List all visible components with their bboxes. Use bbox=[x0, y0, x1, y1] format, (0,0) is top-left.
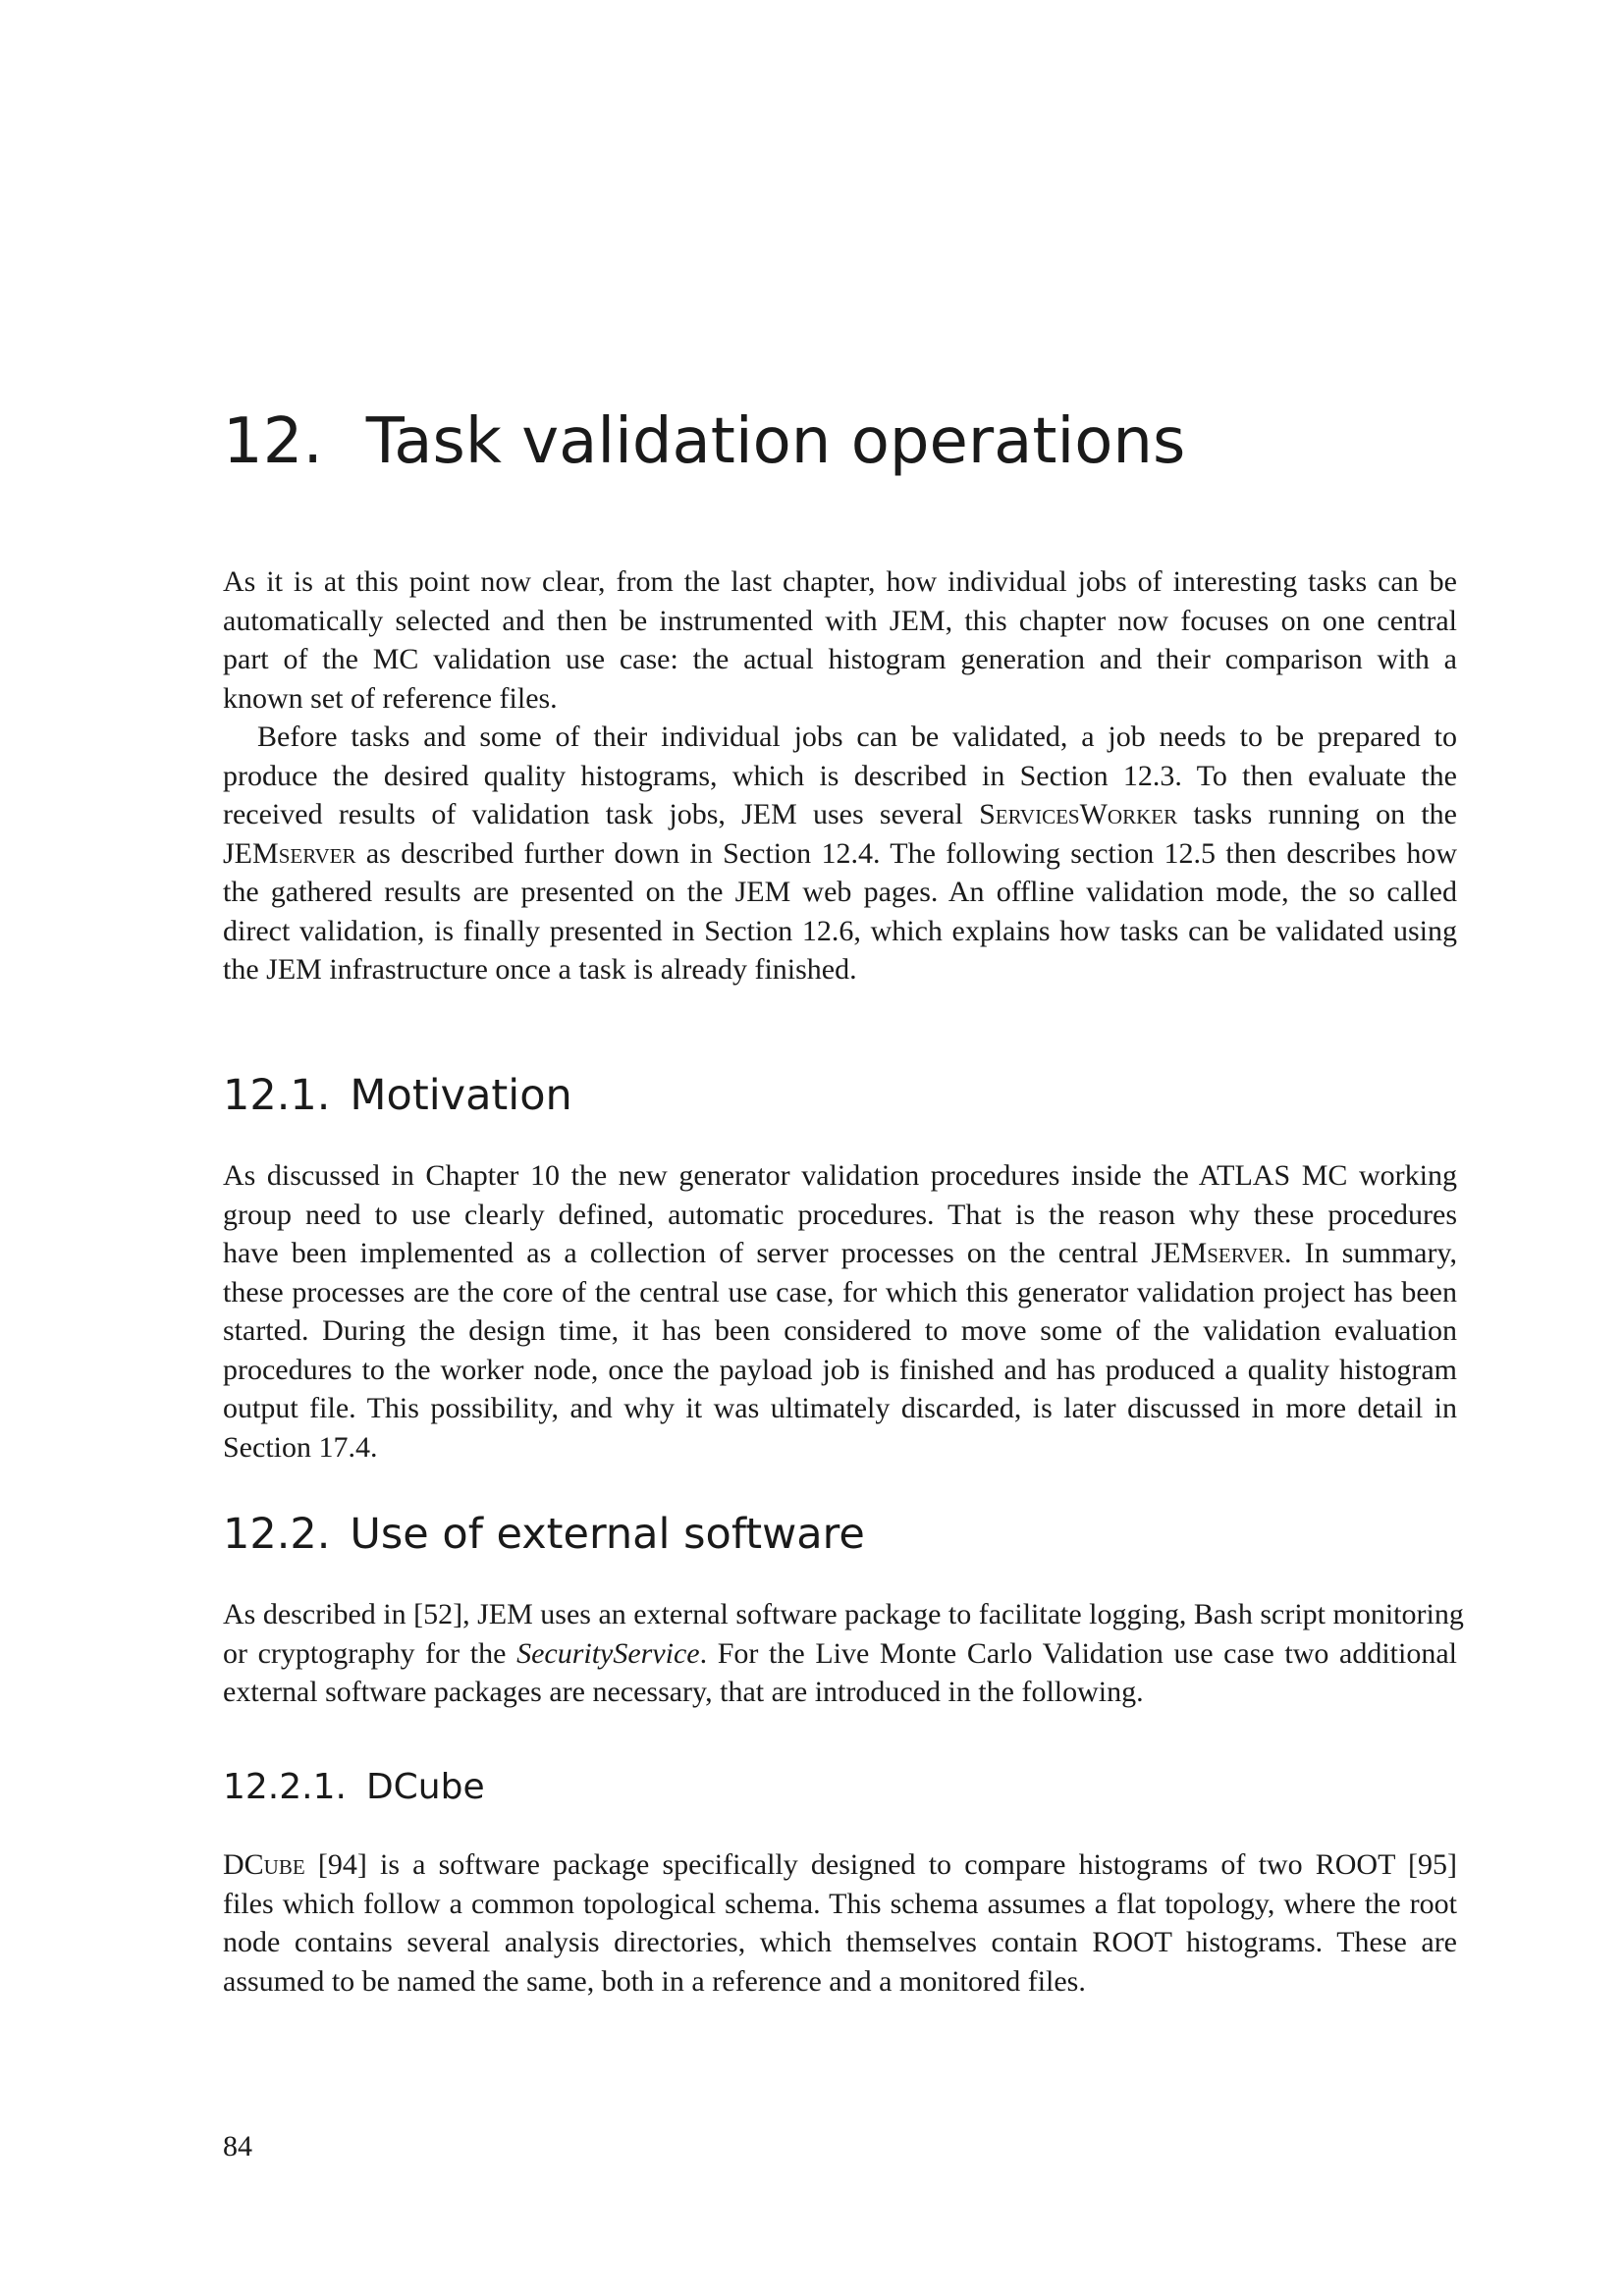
text-line: group need to use clearly defined, automatic procedures. That is the reason why these procedures bbox=[223, 1198, 1457, 1231]
intro-paragraph-2 bbox=[223, 718, 1457, 989]
text-line: Before tasks and some of their individual jobs can be validated, a job needs to be prepared to bbox=[257, 721, 1457, 753]
section-heading-external-software bbox=[223, 1510, 865, 1559]
page-number: 84 bbox=[223, 2130, 252, 2163]
chapter-number: 12. bbox=[223, 405, 323, 478]
text-line: As it is at this point now clear, from the last chapter, how individual jobs of interesting tasks can be bbox=[223, 565, 1457, 598]
text-line: JEMserver as described further down in Section 12.4. The following section 12.5 then describes how bbox=[223, 836, 1457, 870]
text-line: known set of reference files. bbox=[223, 681, 558, 715]
section-number: 12.2. bbox=[223, 1510, 331, 1559]
text-line: procedures to the worker node, once the payload job is finished and has produced a quality histogram bbox=[223, 1353, 1457, 1386]
subsection-title: DCube bbox=[365, 1767, 485, 1807]
text-line: assumed to be named the same, both in a reference and a monitored files. bbox=[223, 1964, 1086, 1998]
jemserver-name: server bbox=[278, 836, 356, 870]
dcube-paragraph bbox=[223, 1845, 1457, 2001]
text-line: As described in [52], JEM uses an external software package to facilitate logging, Bash script monitoring bbox=[223, 1598, 1464, 1630]
chapter-title bbox=[223, 405, 1186, 478]
text-line: node contains several analysis directories, which themselves contain ROOT histograms. These are bbox=[223, 1926, 1457, 1958]
subsection-heading-dcube bbox=[223, 1767, 485, 1807]
chapter-title-text: Task validation operations bbox=[365, 405, 1186, 478]
section-title: Motivation bbox=[350, 1071, 572, 1120]
external-software-paragraph bbox=[223, 1595, 1464, 1712]
text-line: produce the desired quality histograms, which is described in Section 12.3. To then evaluate the bbox=[223, 759, 1457, 792]
section-heading-motivation bbox=[223, 1071, 572, 1120]
services-worker-name: ServicesWorker bbox=[979, 798, 1178, 830]
text-line: automatically selected and then be instrumented with JEM, this chapter now focuses on one central bbox=[223, 604, 1457, 637]
text-line: files which follow a common topological schema. This schema assumes a flat topology, where the root bbox=[223, 1887, 1457, 1920]
text-line: the JEM infrastructure once a task is already finished. bbox=[223, 953, 857, 986]
text-line: DCube [94] is a software package specifically designed to compare histograms of two ROOT [95] bbox=[223, 1848, 1457, 1881]
text-line: direct validation, is finally presented in Section 12.6, which explains how tasks can be validated using bbox=[223, 914, 1457, 947]
motivation-paragraph bbox=[223, 1156, 1457, 1467]
section-title: Use of external software bbox=[350, 1510, 865, 1559]
text-line: Section 17.4. bbox=[223, 1430, 378, 1464]
text-line: these processes are the core of the central use case, for which this generator validation project has been bbox=[223, 1275, 1457, 1308]
text-line: received results of validation task jobs, JEM uses several ServicesWorker tasks running on the bbox=[223, 798, 1457, 830]
text-line: external software packages are necessary, that are introduced in the following. bbox=[223, 1676, 1144, 1708]
intro-paragraph-1 bbox=[223, 562, 1457, 718]
security-service-name: SecurityService bbox=[516, 1636, 700, 1670]
text-line: As discussed in Chapter 10 the new generator validation procedures inside the ATLAS MC working bbox=[223, 1159, 1457, 1192]
jemserver-name: server bbox=[1207, 1237, 1285, 1269]
text-line: have been implemented as a collection of server processes on the central JEMserver. In summary, bbox=[223, 1237, 1457, 1269]
section-number: 12.1. bbox=[223, 1071, 331, 1120]
text-line: the gathered results are presented on the JEM web pages. An offline validation mode, the so called bbox=[223, 876, 1457, 908]
subsection-number: 12.2.1. bbox=[223, 1767, 347, 1807]
text-line: started. During the design time, it has been considered to move some of the validation evaluation bbox=[223, 1314, 1457, 1347]
text-line: part of the MC validation use case: the actual histogram generation and their comparison with a bbox=[223, 643, 1457, 675]
text-line: output file. This possibility, and why it was ultimately discarded, is later discussed in more detail in bbox=[223, 1392, 1457, 1424]
text-line: or cryptography for the SecurityService. For the Live Monte Carlo Validation use case two additional bbox=[223, 1636, 1457, 1670]
dcube-name: DCube bbox=[223, 1848, 305, 1881]
